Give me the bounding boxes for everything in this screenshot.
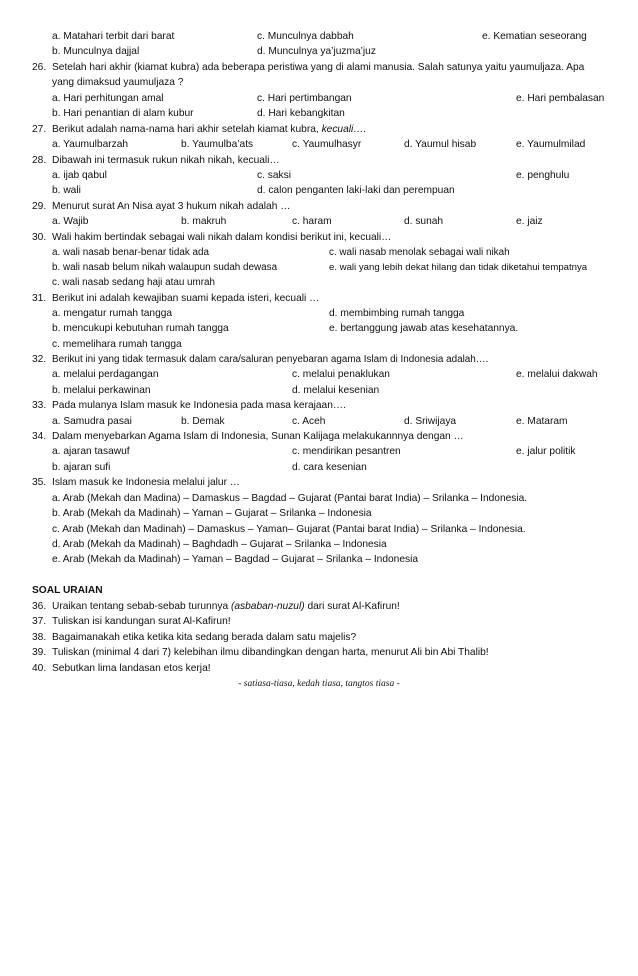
q40-question: Sebutkan lima landasan etos kerja!: [52, 663, 211, 674]
q32-option-d: d. melalui kesenian: [292, 385, 380, 396]
q27-question-text: Berikut adalah nama-nama hari akhir setelah kiamat kubra,: [52, 124, 319, 135]
q34-number: 34.: [32, 431, 47, 442]
q34-option-c: c. mendirikan pesantren: [292, 446, 401, 457]
q35-option-b: b. Arab (Mekah da Madinah) – Yaman – Gujarat – Srilanka – Indonesia: [52, 508, 372, 519]
q30-option-c: c. wali nasab menolak sebagai wali nikah: [329, 247, 510, 258]
q25-option-a: a. Matahari terbit dari barat: [52, 31, 175, 42]
q33-option-d: d. Sriwijaya: [404, 416, 457, 427]
q29-option-a: a. Wajib: [52, 216, 89, 227]
q34-option-e: e. jalur politik: [516, 446, 576, 457]
q34-option-a: a. ajaran tasawuf: [52, 446, 130, 457]
q30-option-b: b. wali nasab belum nikah walaupun sudah dewasa: [52, 262, 278, 273]
q36-text-italic: (asbaban-nuzul): [230, 601, 305, 612]
q25-option-d: d. Munculnya ya’juzma’juz: [257, 46, 376, 57]
q28-question: Dibawah ini termasuk rukun nikah nikah, kecuali…: [52, 155, 280, 166]
q40-number: 40.: [32, 663, 47, 674]
q28-option-d: d. calon penganten laki-laki dan perempuan: [257, 185, 455, 196]
essay-heading: SOAL URAIAN: [32, 585, 103, 596]
q28-option-a: a. ijab qabul: [52, 170, 107, 181]
q25-option-e: e. Kematian seseorang: [482, 31, 587, 42]
q27-option-b: b. Yaumulba’ats: [181, 139, 254, 150]
q36-number: 36.: [32, 601, 47, 612]
q25-option-c: c. Munculnya dabbah: [257, 31, 354, 42]
q35-number: 35.: [32, 477, 47, 488]
q25-option-b: b. Munculnya dajjal: [52, 46, 140, 57]
q29-option-c: c. haram: [292, 216, 332, 227]
q27-question-italic: kecuali….: [321, 124, 367, 135]
q33-option-c: c. Aceh: [292, 416, 326, 427]
q26-option-a: a. Hari perhitungan amal: [52, 93, 164, 104]
q37-question: Tuliskan isi kandungan surat Al-Kafirun!: [52, 616, 231, 627]
q29-option-b: b. makruh: [181, 216, 227, 227]
q29-number: 29.: [32, 201, 47, 212]
q32-option-b: b. melalui perkawinan: [52, 385, 151, 396]
q36-text-post: dari surat Al-Kafirun!: [307, 601, 400, 612]
q31-option-b: b. mencukupi kebutuhan rumah tangga: [52, 323, 229, 334]
q32-option-a: a. melalui perdagangan: [52, 369, 159, 380]
q26-option-b: b. Hari penantian di alam kubur: [52, 108, 194, 119]
q26-question-line2: yang dimaksud yaumuljaza ?: [52, 77, 184, 88]
q33-question: Pada mulanya Islam masuk ke Indonesia pada masa kerajaan….: [52, 400, 346, 411]
q28-option-e: e. penghulu: [516, 170, 570, 181]
q38-question: Bagaimanakah etika ketika kita sedang berada dalam satu majelis?: [52, 632, 357, 643]
q39-question: Tuliskan (minimal 4 dari 7) kelebihan ilmu dibandingkan dengan harta, menurut Ali bin Abi Thalib!: [52, 647, 489, 658]
q36-text-pre: Uraikan tentang sebab-sebab turunnya: [52, 601, 229, 612]
q33-option-b: b. Demak: [181, 416, 225, 427]
q30-option-c-extra: c. wali nasab sedang haji atau umrah: [52, 277, 216, 288]
q29-option-d: d. sunah: [404, 216, 444, 227]
q27-number: 27.: [32, 124, 47, 135]
q34-option-d: d. cara kesenian: [292, 462, 367, 473]
q27-question: [52, 125, 366, 135]
q28-option-c: c. saksi: [257, 170, 291, 181]
q26-option-e: e. Hari pembalasan: [516, 93, 605, 104]
q26-option-c: c. Hari pertimbangan: [257, 93, 352, 104]
q31-option-a: a. mengatur rumah tangga: [52, 308, 173, 319]
q31-number: 31.: [32, 293, 47, 304]
q26-number: 26.: [32, 62, 47, 73]
q28-number: 28.: [32, 155, 47, 166]
q32-option-e: e. melalui dakwah: [516, 369, 598, 380]
q32-option-c: c. melalui penaklukan: [292, 369, 390, 380]
q26-question-line1: Setelah hari akhir (kiamat kubra) ada beberapa peristiwa yang di alami manusia. Salah satunya yaitu yaumuljaza. Apa: [52, 62, 585, 73]
footer-motto: - satiasa-tiasa, kedah tiasa, tangtos tiasa -: [238, 679, 400, 689]
q35-option-c: c. Arab (Mekah dan Madinah) – Damaskus – Yaman– Gujarat (Pantai barat India) – Srilanka – Indonesia.: [52, 524, 526, 535]
q27-option-c: c. Yaumulhasyr: [292, 139, 362, 150]
q32-number: 32.: [32, 354, 47, 365]
q27-option-a: a. Yaumulbarzah: [52, 139, 129, 150]
q35-question: Islam masuk ke Indonesia melalui jalur …: [52, 477, 240, 488]
q31-option-e: e. bertanggung jawab atas kesehatannya.: [329, 323, 519, 334]
q36-question: [52, 602, 400, 612]
q33-option-e: e. Mataram: [516, 416, 568, 427]
q27-option-d: d. Yaumul hisab: [404, 139, 477, 150]
q31-option-c: c. memelihara rumah tangga: [52, 339, 182, 350]
q30-number: 30.: [32, 232, 47, 243]
q27-option-e: e. Yaumulmilad: [516, 139, 586, 150]
q39-number: 39.: [32, 647, 47, 658]
q34-option-b: b. ajaran sufi: [52, 462, 111, 473]
q35-option-a: a. Arab (Mekah dan Madina) – Damaskus – Bagdad – Gujarat (Pantai barat India) – Srilanka – Indonesia.: [52, 493, 528, 504]
q31-option-d: d. membimbing rumah tangga: [329, 308, 465, 319]
q28-option-b: b. wali: [52, 185, 81, 196]
q35-option-e: e. Arab (Mekah da Madinah) – Yaman – Bagdad – Gujarat – Srilanka – Indonesia: [52, 554, 419, 565]
q35-option-d: d. Arab (Mekah da Madinah) – Baghdadh – Gujarat – Srilanka – Indonesia: [52, 539, 387, 550]
q37-number: 37.: [32, 616, 47, 627]
q32-question: Berikut ini yang tidak termasuk dalam cara/saluran penyebaran agama Islam di Indonesia adalah….: [52, 354, 489, 365]
q29-question: Menurut surat An Nisa ayat 3 hukum nikah adalah …: [52, 201, 291, 212]
q33-number: 33.: [32, 400, 47, 411]
q30-option-e: e. wali yang lebih dekat hilang dan tidak diketahui tempatnya: [329, 262, 588, 273]
q29-option-e: e. jaiz: [516, 216, 543, 227]
q30-option-a: a. wali nasab benar-benar tidak ada: [52, 247, 210, 258]
q30-question: Wali hakim bertindak sebagai wali nikah dalam kondisi berikut ini, kecuali…: [52, 232, 392, 243]
q26-option-d: d. Hari kebangkitan: [257, 108, 345, 119]
q31-question: Berikut ini adalah kewajiban suami kepada isteri, kecuali …: [52, 293, 320, 304]
q33-option-a: a. Samudra pasai: [52, 416, 132, 427]
q38-number: 38.: [32, 632, 47, 643]
q34-question: Dalam menyebarkan Agama Islam di Indonesia, Sunan Kalijaga melakukannnya dengan …: [52, 431, 464, 442]
